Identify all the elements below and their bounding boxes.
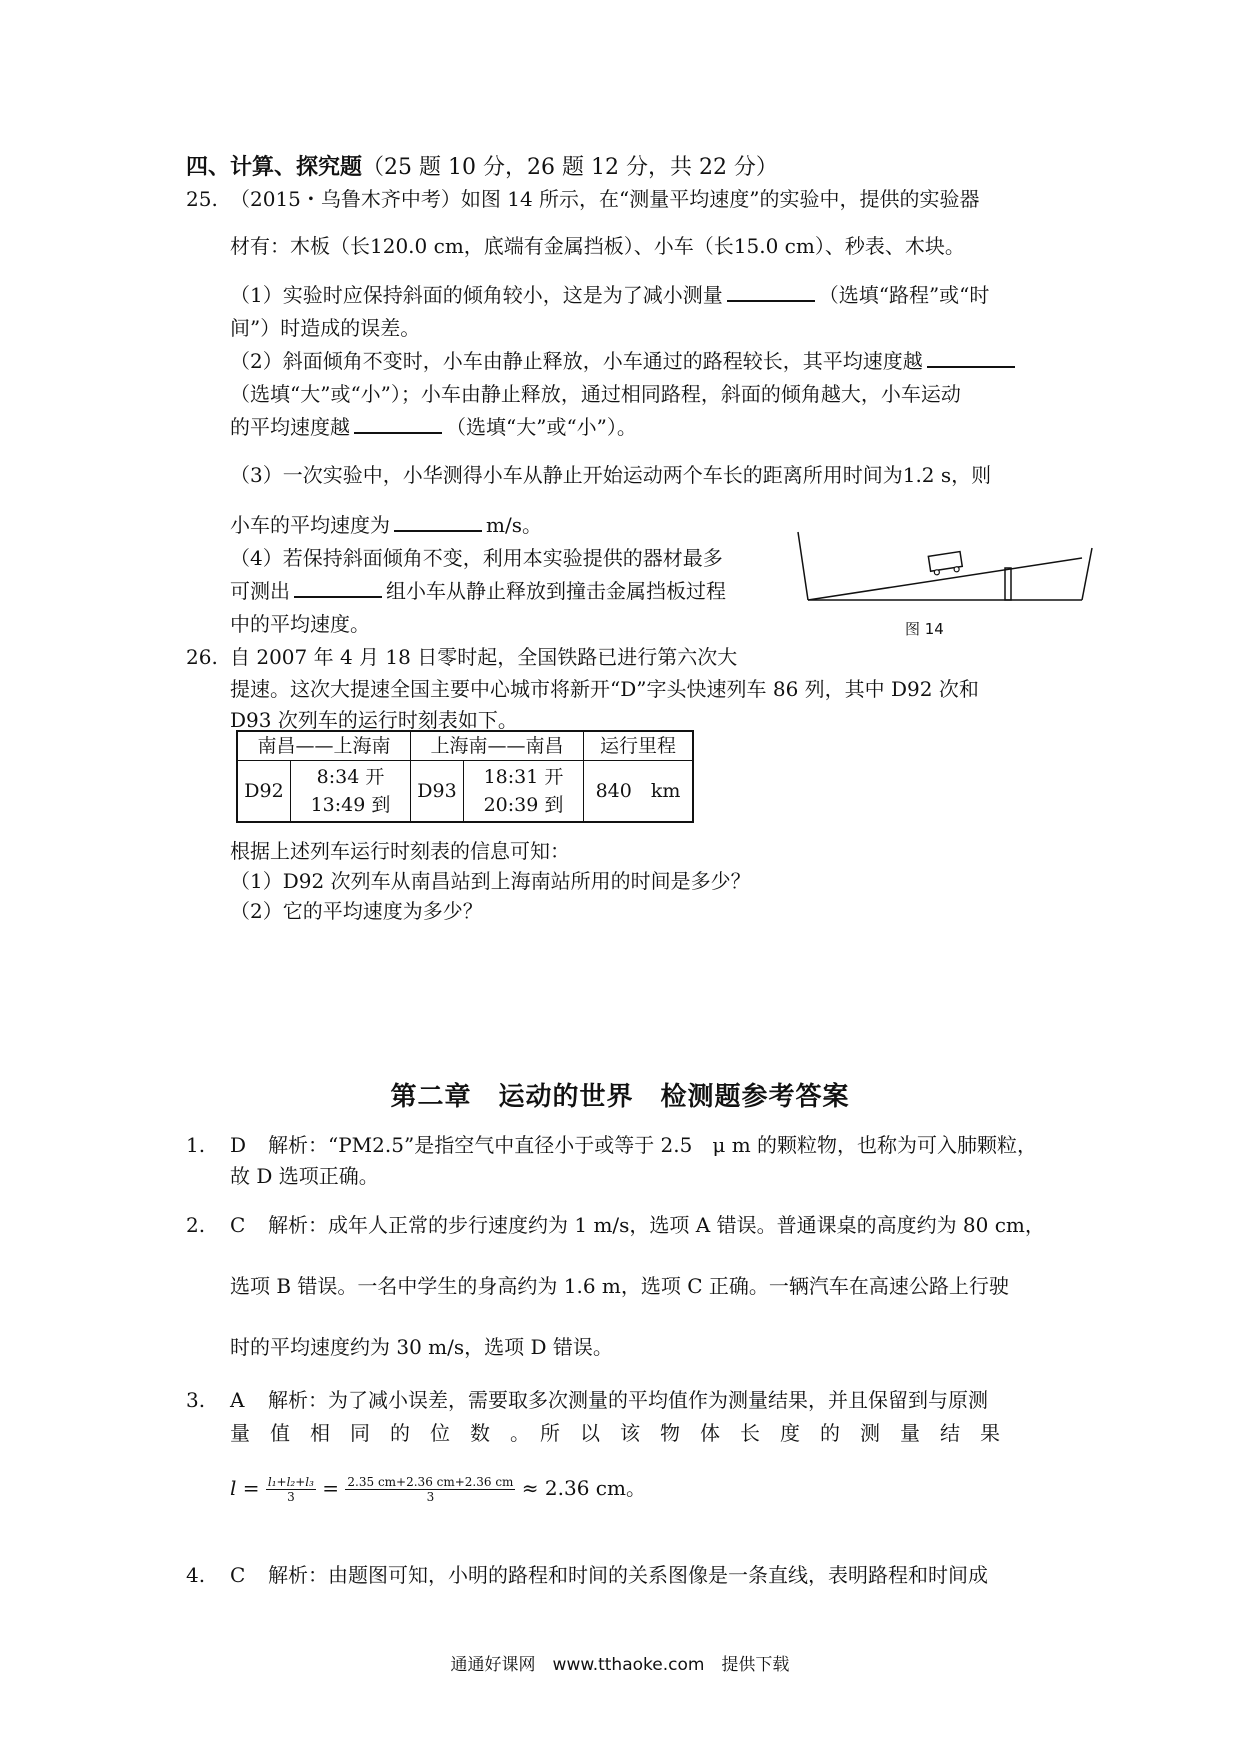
fraction-values [345,1475,515,1504]
q25-part3-text: 小车的平均速度为 [230,513,390,537]
answers-title: 第二章 运动的世界 检测题参考答案 [390,1082,850,1112]
table-cell: D93 [411,761,464,823]
figure-caption: 图 14 [905,620,944,638]
answer-blank [394,510,482,532]
q25-part4-line1: （4）若保持斜面倾角不变，利用本实验提供的器材最多 [230,546,723,570]
answer-blank [727,280,815,302]
answer-text: 解析：为了减小误差，需要取多次测量的平均值作为测量结果，并且保留到与原测 [268,1388,988,1412]
q25-first-line [186,184,980,214]
q25-number: 25. [186,187,218,211]
q25-part3-line2 [230,510,542,540]
q25-part4-line2 [230,576,726,606]
answer-3-line2: 量 值 相 同 的 位 数 。 所 以 该 物 体 长 度 的 测 量 结 果 [230,1421,1000,1445]
q25-intro: （2015・乌鲁木齐中考）如图 14 所示，在“测量平均速度”的实验中，提供的实验器 [230,187,980,211]
q26-number: 26. [186,645,218,669]
q26-intro: 自 2007 年 4 月 18 日零时起，全国铁路已进行第六次大 [230,645,738,669]
q25-part4-text: 可测出 [230,579,290,603]
answer-option: A [230,1388,245,1412]
answer-blank [927,346,1015,368]
q26-first-line [186,642,737,672]
q26-line3: D93 次列车的运行时刻表如下。 [230,708,518,732]
table-header: 运行里程 [584,731,694,761]
answer-1-line2: 故 D 选项正确。 [230,1164,379,1188]
d93-departure: 18:31 开 [483,766,564,788]
answer-2-line1 [186,1210,1045,1240]
answer-3-line1 [186,1385,988,1415]
support-block [1005,568,1011,600]
q25-part3-unit: m/s。 [486,513,542,537]
q25-part2-choice: （选填“大”或“小”）。 [446,415,637,439]
q25-part2-text: （2）斜面倾角不变时，小车由静止释放，小车通过的路程较长，其平均速度越 [230,349,923,373]
answer-text: 解析：“PM2.5”是指空气中直径小于或等于 2.5 μ m 的颗粒物，也称为可入肺颗粒， [268,1133,1038,1157]
q25-part1-line2: 间”）时造成的误差。 [230,316,421,340]
fraction-denominator: 3 [287,1490,295,1504]
answer-number: 2. [186,1213,206,1237]
d92-arrival: 13:49 到 [310,794,391,816]
q25-part1-choice: （选填“路程”或“时 [818,283,990,307]
answer-1-line1 [186,1130,1037,1160]
train-schedule-table [236,730,694,823]
q25-part4-text2: 组小车从静止释放到撞击金属挡板过程 [386,579,726,603]
formula-result: ≈ 2.36 cm。 [521,1476,646,1500]
fraction-denominator: 3 [426,1490,435,1504]
cart [928,552,963,576]
q25-part2-line1 [230,346,1019,376]
answer-option: C [230,1213,246,1237]
table-cell [291,761,411,823]
answer-2-line3: 时的平均速度约为 30 m/s，选项 D 错误。 [230,1335,613,1359]
answer-text: 解析：由题图可知，小明的路程和时间的关系图像是一条直线，表明路程和时间成 [268,1563,988,1587]
figure-edge-right [1082,548,1092,600]
fraction-average [266,1475,316,1504]
answer-3-formula [230,1472,646,1504]
q25-part1-text: （1）实验时应保持斜面的倾角较小，这是为了减小测量 [230,283,723,307]
formula-symbol: l = [230,1476,260,1500]
d92-departure: 8:34 开 [316,766,385,788]
answer-number: 4. [186,1563,206,1587]
table-header: 南昌——上海南 [237,731,411,761]
table-cell [464,761,584,823]
answer-4-line1 [186,1560,988,1590]
answer-blank [294,576,382,598]
fraction-numerator: 2.35 cm+2.36 cm+2.36 cm [347,1475,514,1489]
answer-2-line2: 选项 B 错误。一名中学生的身高约为 1.6 m，选项 C 正确。一辆汽车在高速公路上行驶 [230,1274,1009,1298]
q25-part2-text2: 的平均速度越 [230,415,350,439]
table-cell: D92 [237,761,291,823]
q25-part4-line3: 中的平均速度。 [230,612,370,636]
answer-option: D [230,1133,247,1157]
page-footer: 通通好课网 www.tthaoke.com 提供下载 [450,1655,790,1675]
table-header-row [237,731,693,761]
q25-part1-line1 [230,280,989,310]
answer-number: 1. [186,1133,206,1157]
q26-sub2: （2）它的平均速度为多少？ [230,899,483,923]
answer-blank [354,412,442,434]
q25-part2-line3 [230,412,637,442]
d93-arrival: 20:39 到 [483,794,564,816]
q25-part3-line1: （3）一次实验中，小华测得小车从静止开始运动两个车长的距离所用时间为1.2 s，则 [230,463,992,487]
q26-sub1: （1）D92 次列车从南昌站到上海南站所用的时间是多少？ [230,869,751,893]
answer-option: C [230,1563,246,1587]
q26-after: 根据上述列车运行时刻表的信息可知： [230,839,570,863]
answer-text: 解析：成年人正常的步行速度约为 1 m/s，选项 A 错误。普通课桌的高度约为 80 cm， [268,1213,1045,1237]
q26-line2: 提速。这次大提速全国主要中心城市将新开“D”字头快速列车 86 列，其中 D92 次和 [230,677,979,701]
table-cell: 840 km [584,761,694,823]
answer-number: 3. [186,1388,206,1412]
incline-figure [795,528,1095,608]
table-row [237,761,693,823]
section-title: 四、计算、探究题 [186,154,363,180]
section-subtitle: （25 题 10 分，26 题 12 分，共 22 分） [362,155,778,180]
fraction-numerator: l₁+l₂+l₃ [267,1475,314,1489]
section-heading [186,150,778,181]
table-header: 上海南——南昌 [411,731,584,761]
formula-equals: = [322,1476,340,1500]
figure-edge-left [798,532,808,600]
q25-materials: 材有：木板（长120.0 cm，底端有金属挡板）、小车（长15.0 cm）、秒表、木块。 [230,234,965,258]
q25-part2-line2: （选填“大”或“小”）；小车由静止释放，通过相同路程，斜面的倾角越大，小车运动 [230,382,961,406]
